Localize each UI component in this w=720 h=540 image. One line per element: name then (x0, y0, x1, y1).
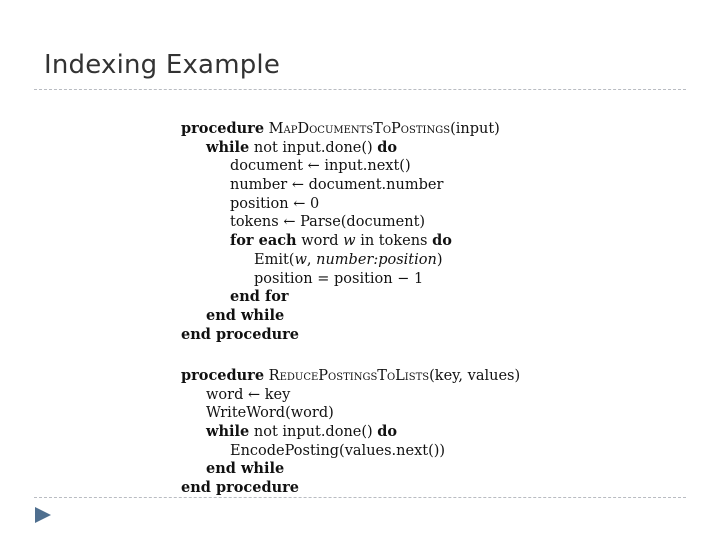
slide-title: Indexing Example (44, 50, 281, 80)
for-word: word (301, 233, 339, 250)
emit-suffix: ) (436, 251, 443, 268)
keyword-procedure: procedure (181, 120, 265, 137)
procedure-name: ReducePostingsToLists (268, 368, 430, 384)
emit-line (178, 251, 578, 270)
keyword-do: do (377, 423, 398, 441)
keyword-do: do (377, 138, 398, 156)
algorithm-reduce (178, 367, 578, 498)
end-for: end for (230, 288, 289, 306)
bottom-divider (34, 497, 686, 498)
emit-value: number:position (316, 251, 437, 268)
keyword-while: while (206, 138, 250, 156)
code-line: word ← key (206, 386, 291, 403)
keyword-procedure: procedure (181, 367, 265, 384)
play-arrow-icon (32, 504, 54, 526)
end-procedure: end procedure (181, 479, 300, 497)
procedure-params: (key, values) (429, 368, 521, 384)
for-variable: w (343, 233, 356, 250)
emit-word: w (294, 251, 307, 268)
procedure-params: (input) (450, 121, 500, 137)
procedure-header (178, 120, 578, 139)
procedure-name: MapDocumentsToPostings (268, 121, 451, 137)
keyword-while: while (206, 423, 250, 441)
end-while: end while (206, 306, 285, 324)
code-line: EncodePosting(values.next()) (230, 442, 446, 459)
while-line (178, 423, 578, 442)
while-line (178, 139, 578, 158)
while-condition: not input.done() (253, 424, 373, 441)
end-procedure: end procedure (181, 325, 300, 343)
code-line: position = position − 1 (254, 270, 424, 287)
keyword-for-each: for each (230, 232, 297, 250)
code-line: tokens ← Parse(document) (230, 214, 426, 231)
code-line: number ← document.number (230, 177, 444, 194)
algorithm-map (178, 120, 578, 344)
keyword-do: do (432, 232, 452, 250)
for-line (178, 232, 578, 251)
emit-separator: , (306, 251, 317, 268)
for-in: in tokens (360, 233, 428, 250)
emit-prefix: Emit( (254, 251, 295, 268)
procedure-header (178, 367, 578, 386)
end-while: end while (206, 460, 285, 478)
code-line: position ← 0 (230, 195, 320, 212)
code-line: document ← input.next() (230, 158, 411, 175)
code-line: WriteWord(word) (206, 405, 334, 422)
top-divider (34, 89, 686, 90)
while-condition: not input.done() (253, 139, 373, 156)
